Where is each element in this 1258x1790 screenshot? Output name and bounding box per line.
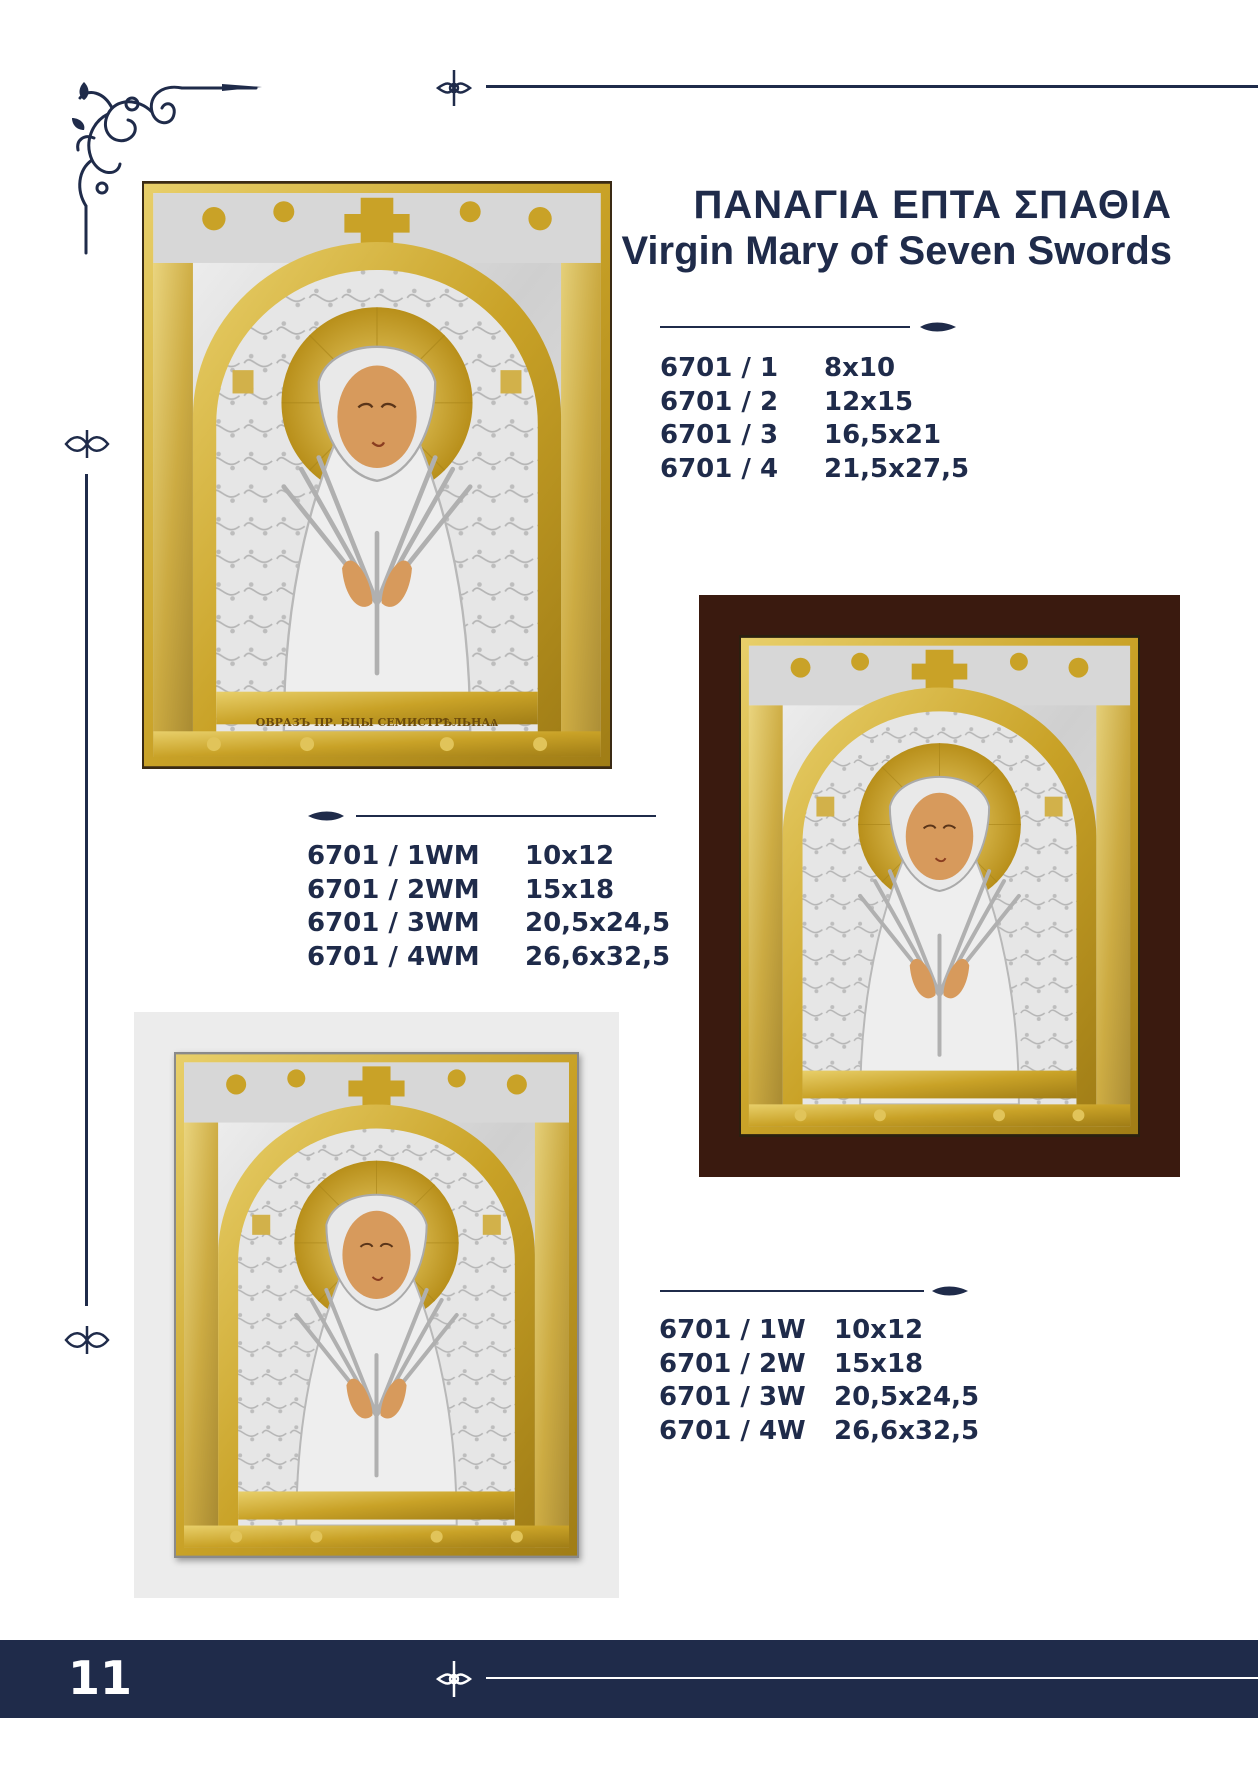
product-size: 20,5x24,5 [834,1382,980,1412]
product-code: 6701 / 3 [660,420,779,450]
spec-row [660,453,969,487]
divider-arrow-icon [308,807,344,825]
product-size: 26,6x32,5 [834,1415,980,1446]
title-english: Virgin Mary of Seven Swords [621,229,1172,273]
product-size: 20,5x24,5 [525,908,671,938]
product-code: 6701 / 2 [660,386,779,417]
page-number: 11 [68,1651,133,1705]
product-code: 6701 / 1W [659,1315,806,1345]
spec-row [660,352,969,386]
product-size: 16,5x21 [824,420,942,450]
icon-image-white-frame [134,1012,619,1598]
product-code: 6701 / 2W [659,1348,806,1379]
top-fleuron-icon [436,68,472,108]
icon-caption: ΟΒРАЗЪ ПР. БЦЫ СЕМИСТРѢЛЬНАѦ [255,716,499,729]
top-rule [486,85,1258,88]
product-size: 15x18 [525,874,615,905]
divider-arrow-icon [932,1282,968,1300]
product-code: 6701 / 4 [660,453,779,484]
product-size: 26,6x32,5 [525,941,671,972]
spec-table-w [659,1314,979,1448]
product-code: 6701 / 3WM [307,908,480,938]
footer-bar [0,1640,1258,1718]
left-fleuron-bottom-icon [64,1322,110,1358]
title-greek: ΠΑΝΑΓΙΑ ΕΠΤΑ ΣΠΑΘΙΑ [693,183,1172,227]
spec-silver-divider [660,326,910,328]
product-size: 8x10 [824,353,896,383]
spec-row [659,1415,979,1449]
spec-row [659,1314,979,1348]
product-code: 6701 / 4WM [307,941,480,972]
spec-table-silver [660,352,969,486]
icon-image-wood-frame [699,595,1180,1177]
spec-w-divider [660,1290,924,1292]
product-code: 6701 / 1 [660,353,779,383]
product-size: 10x12 [834,1315,924,1345]
spec-table-wm [307,840,670,974]
product-size: 15x18 [834,1348,924,1379]
spec-row [307,840,670,874]
product-code: 6701 / 2WM [307,874,480,905]
left-rule [85,474,88,1306]
product-size: 10x12 [525,841,615,871]
product-size: 12x15 [824,386,914,417]
divider-arrow-icon [920,318,956,336]
product-code: 6701 / 3W [659,1382,806,1412]
footer-fleuron-icon [436,1659,472,1699]
spec-row [659,1348,979,1382]
spec-row [307,874,670,908]
left-fleuron-top-icon [64,426,110,462]
spec-wm-divider [356,815,656,817]
product-size: 21,5x27,5 [824,453,970,484]
spec-row [660,419,969,453]
footer-rule [486,1677,1258,1679]
product-code: 6701 / 4W [659,1415,806,1446]
spec-row [659,1381,979,1415]
spec-row [307,907,670,941]
product-code: 6701 / 1WM [307,841,480,871]
icon-image-silver [142,181,612,769]
spec-row [660,386,969,420]
spec-row [307,941,670,975]
